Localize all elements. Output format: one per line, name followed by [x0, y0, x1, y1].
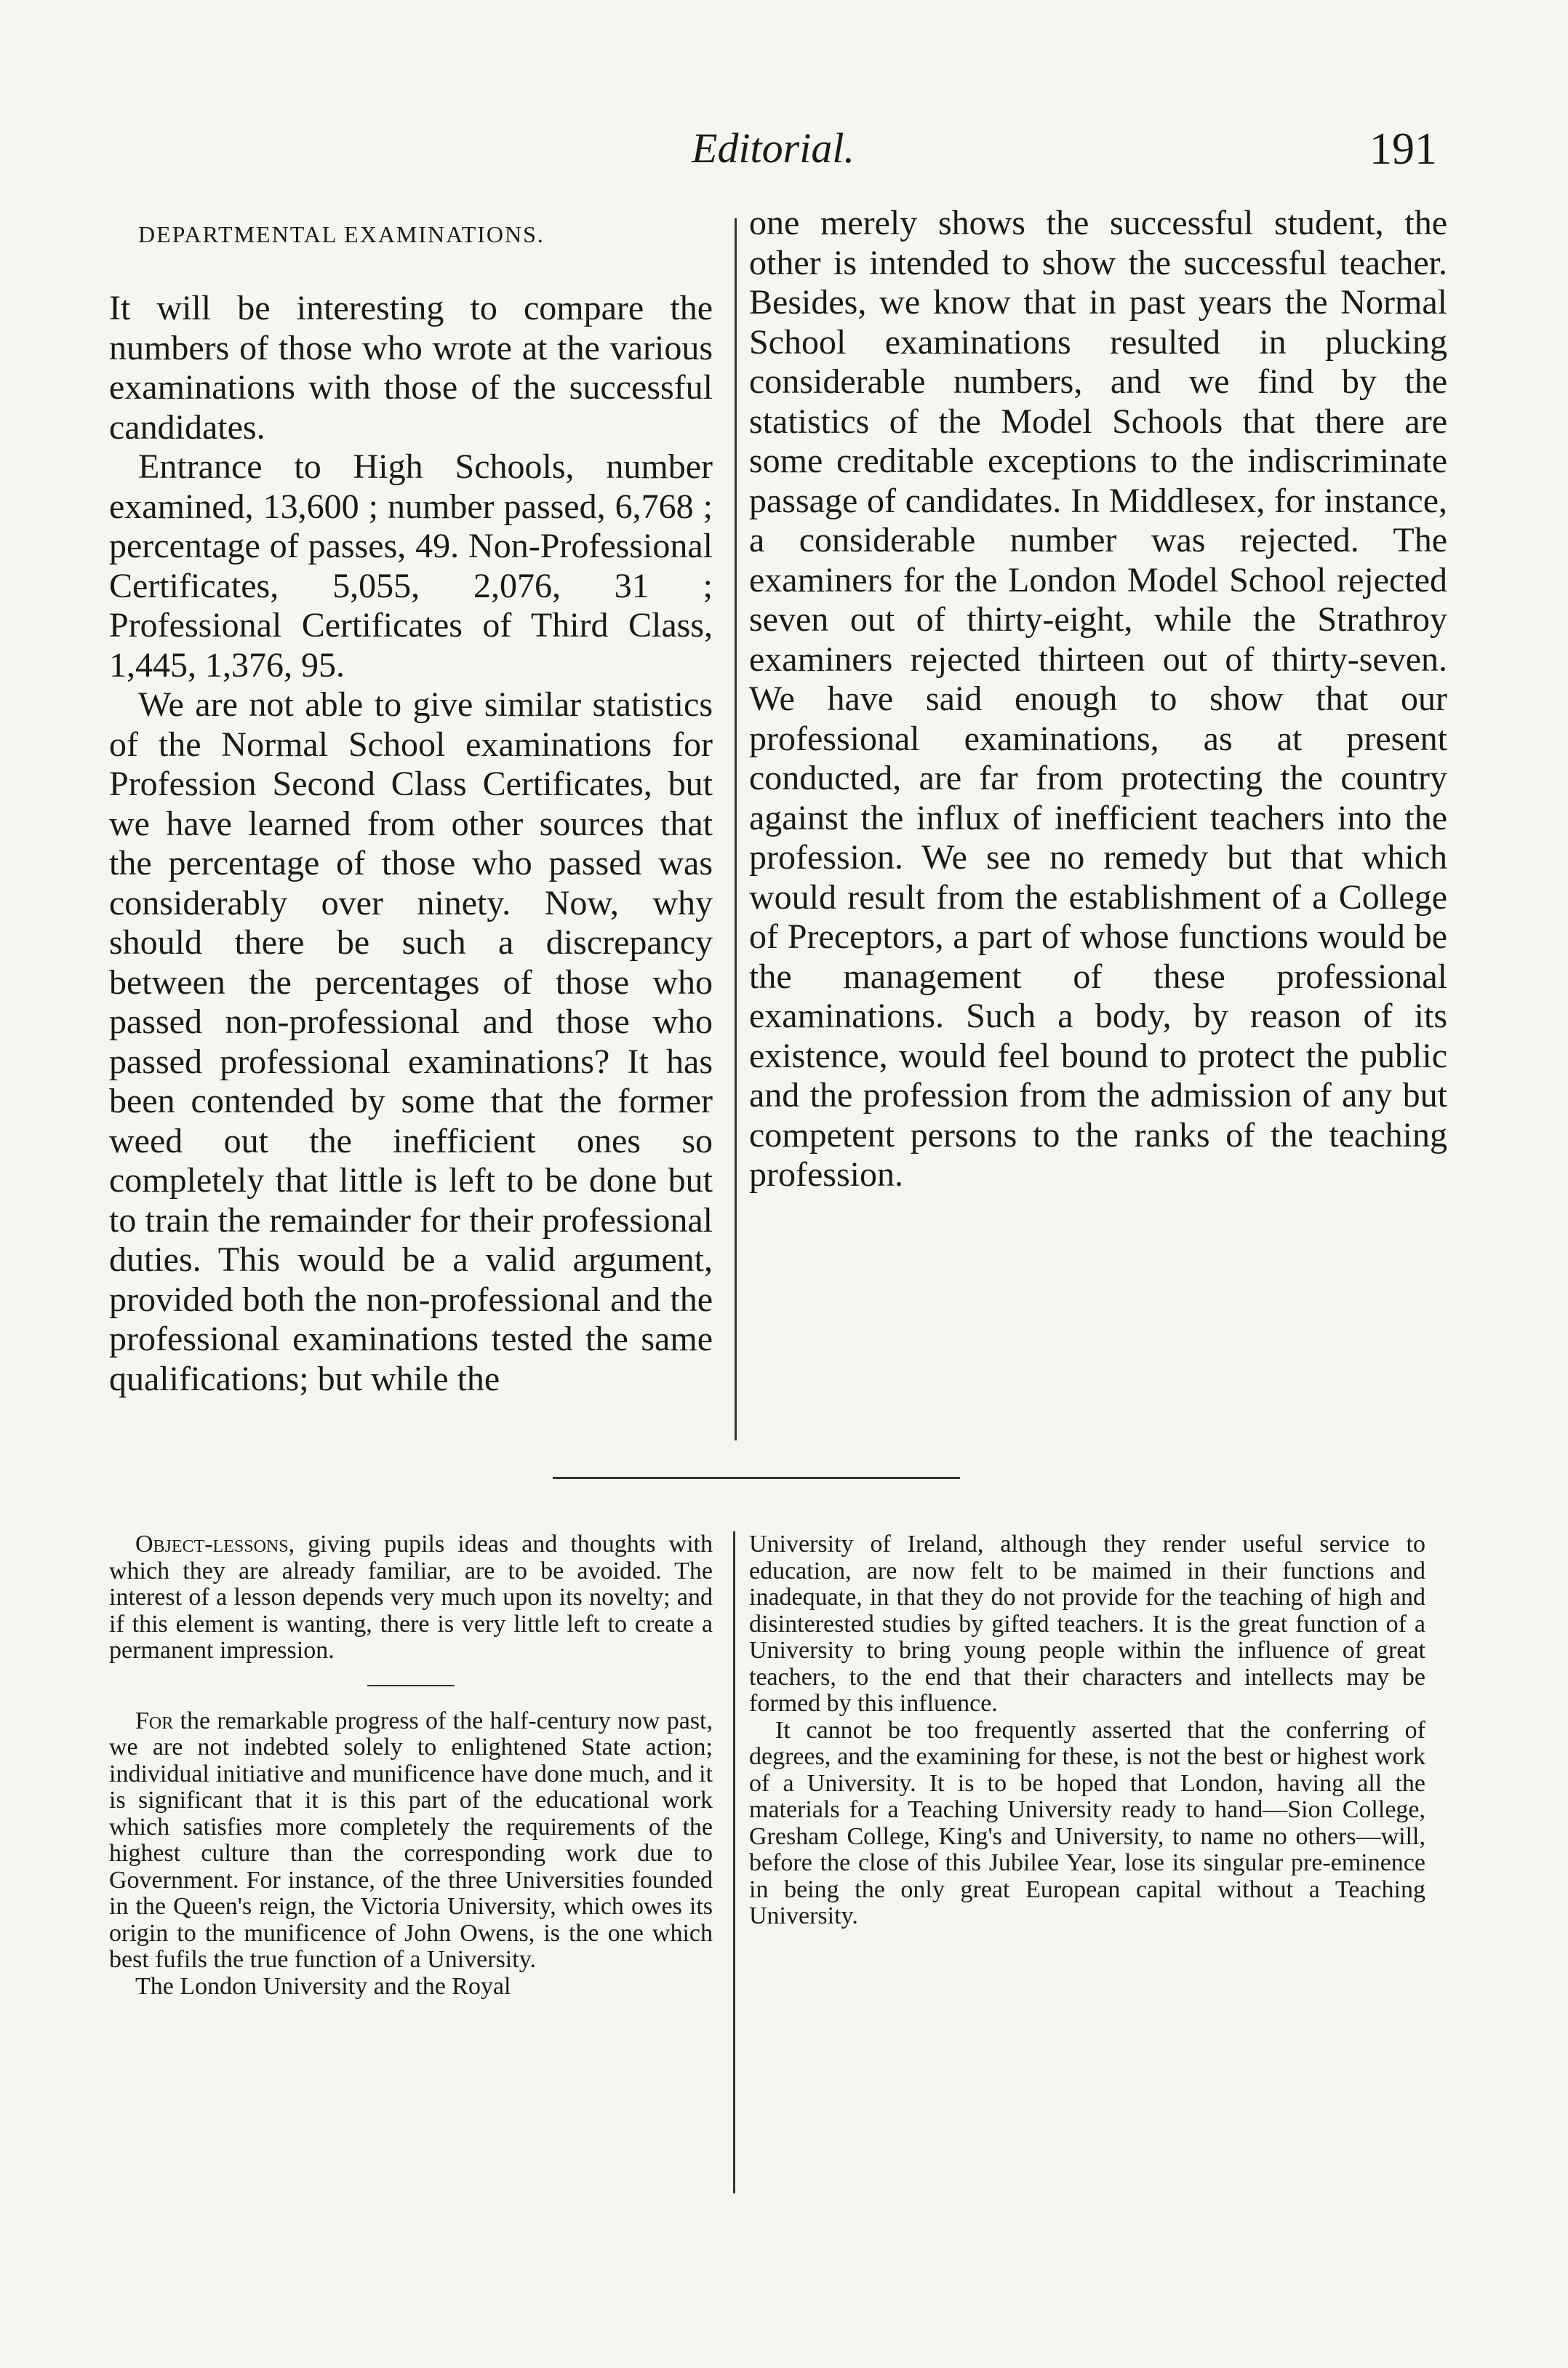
note-lead: For: [135, 1707, 174, 1734]
note-paragraph: University of Ireland, although they render useful service to education, are now felt to be maimed in their functions and inadequate, in that they do not provide for the teaching of high and disinterested studies by gifted teachers. It is the great function of a University to bring young people within the influence of great teachers, to the end that their characters and intellects may be formed by this influence.: [749, 1531, 1425, 1717]
section-heading: DEPARTMENTAL EXAMINATIONS.: [138, 221, 545, 247]
article-right-column: [749, 204, 1447, 1195]
article-left-column: [109, 204, 713, 1399]
page-number: 191: [1369, 124, 1437, 174]
running-title: Editorial.: [692, 124, 855, 172]
section-divider: [553, 1477, 960, 1479]
editorial-notes: [109, 1531, 1455, 2259]
notes-right-column: [749, 1531, 1425, 1930]
running-head: [109, 124, 1437, 189]
note-text: giving pupils ideas and thoughts with which they are already familiar, are to be avoided. The interest of a lesson depends very much upon its novelty; and if this element is wanting, there is very little left to create a permanent impression.: [109, 1531, 713, 1664]
article-paragraph: It will be interesting to compare the numbers of those who wrote at the various examinations with those of the successful candidates.: [109, 289, 713, 447]
note-text: the remarkable progress of the half-century now past, we are not indebted solely to enlightened State action; individual initiative and munificence have done much, and it is significant that it is this part of the educational work which satisfies more completely the requirements of the highest culture than the corresponding work due to Government. For instance, of the three Universities founded in the Queen's reign, the Victoria University, which owes its origin to the munificence of John Owens, is the one which best fufils the true function of a University.: [109, 1707, 713, 1973]
column-divider: [735, 218, 737, 1440]
note-paragraph: It cannot be too frequently asserted that the conferring of degrees, and the examining for these, is not the best or highest work of a University. It is to be hoped that London, having all the materials for a Teaching University ready to hand—Sion College, Gresham College, King's and University, to name no others—will, before the close of this Jubilee Year, lose its singular pre-eminence in being the only great European capital without a Teaching University.: [749, 1716, 1425, 1929]
article-paragraph: Entrance to High Schools, number examined, 13,600 ; number passed, 6,768 ; percentage of passes, 49. Non-Professional Certificates, 5,055, 2,076, 31 ; Professional Certificates of Third Class, 1,445, 1,376, 95.: [109, 447, 713, 685]
note-separator: [367, 1685, 455, 1686]
editorial-article: [109, 204, 1447, 1470]
column-divider: [733, 1531, 735, 2193]
notes-left-column: [109, 1531, 713, 2000]
note-continuation: The London University and the Royal: [135, 1972, 511, 2000]
note-progress: [109, 1708, 713, 1974]
note-lead: Object-lessons,: [135, 1531, 295, 1558]
article-paragraph: We are not able to give similar statistics of the Normal School examinations for Profession Second Class Certificates, but we have learned from other sources that the percentage of those who passed was considerably over ninety. Now, why should there be such a discrepancy between the percentages of those who passed non-professional and those who passed professional examinations? It has been contended by some that the former weed out the inefficient ones so completely that little is left to be done but to train the remainder for their professional duties. This would be a valid argument, provided both the non-professional and the professional examinations tested the same qualifications; but while the: [109, 685, 713, 1398]
article-paragraph: one merely shows the successful student, the other is intended to show the successful teacher. Besides, we know that in past years the Normal School examinations resulted in plucking considerable numbers, and we find by the statistics of the Model Schools that there are some creditable exceptions to the indiscriminate passage of candidates. In Middlesex, for instance, a considerable number was rejected. The examiners for the London Model School rejected seven out of thirty-eight, while the Strathroy examiners rejected thirteen out of thirty-seven. We have said enough to show that our professional examinations, as at present conducted, are far from protecting the country against the influx of inefficient teachers into the profession. We see no remedy but that which would result from the establishment of a College of Preceptors, a part of whose functions would be the management of these professional examinations. Such a body, by reason of its existence, would feel bound to protect the public and the profession from the admission of any but competent persons to the ranks of the teaching profession.: [749, 204, 1447, 1194]
note-object-lessons: [109, 1531, 713, 1665]
